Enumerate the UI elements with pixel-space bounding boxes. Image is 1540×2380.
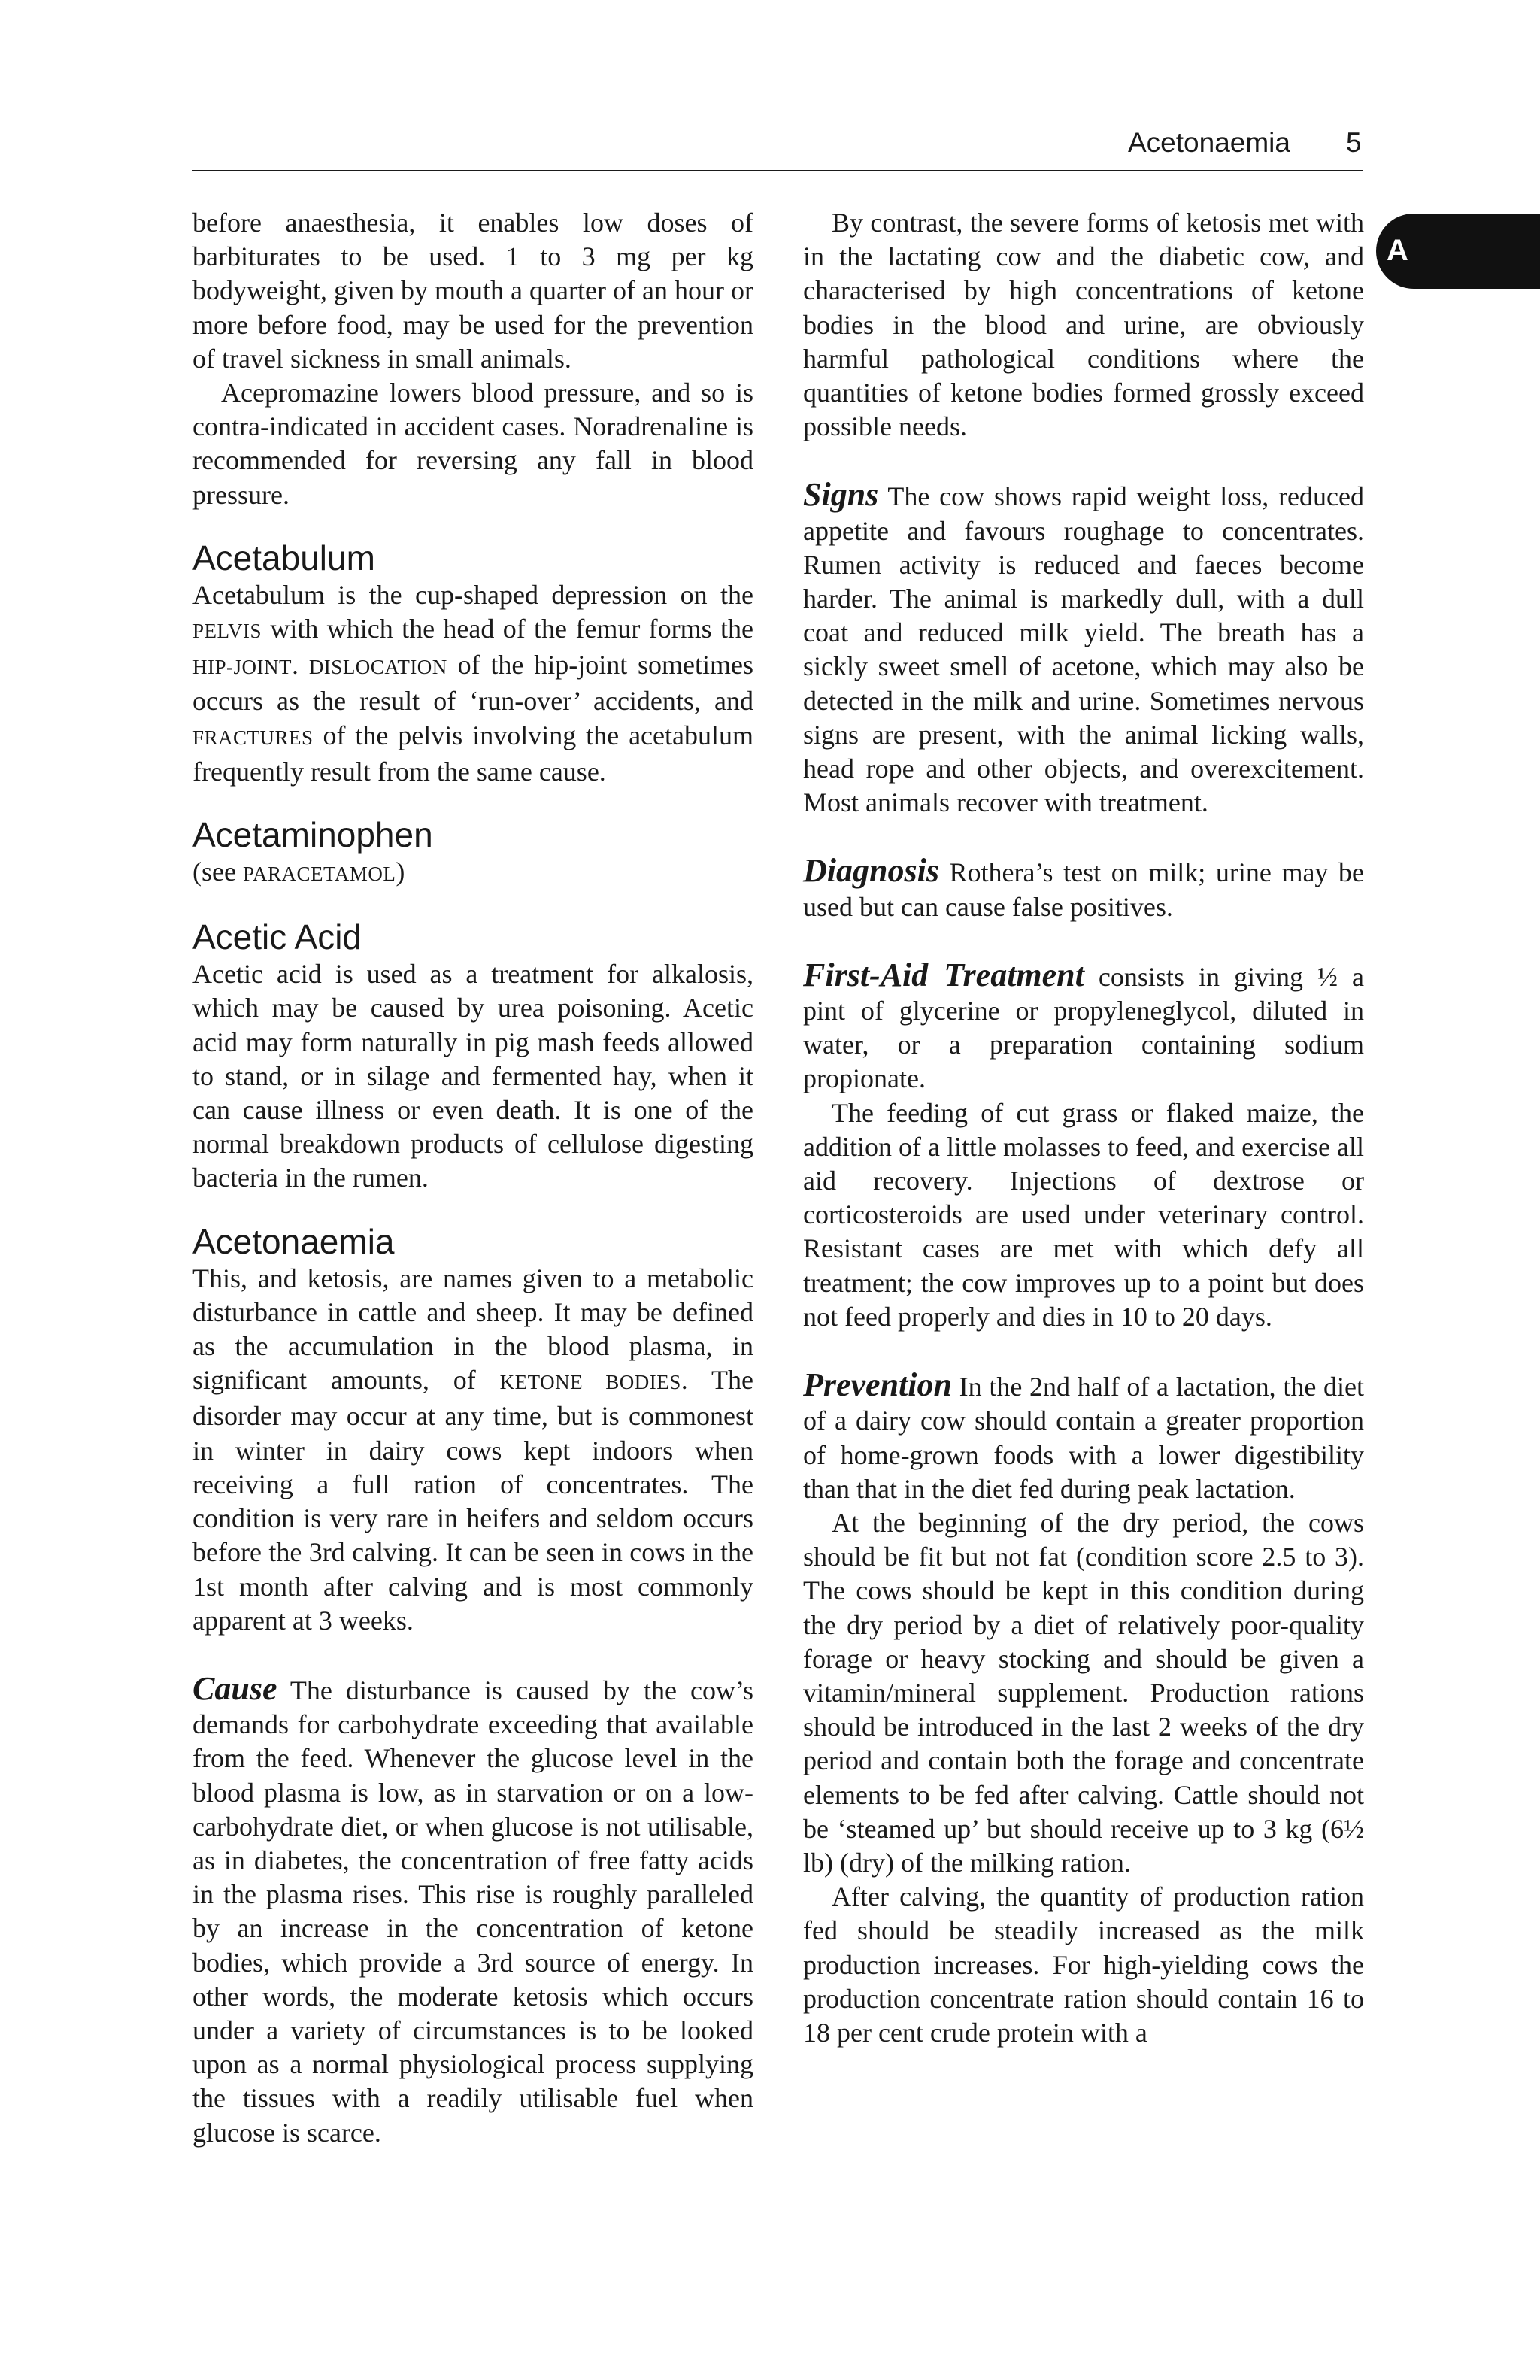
body-text: . The disorder may occur at any time, but is commonest in winter in dairy cows kept indoors when receiving a full ration of concentrates. The condition is very rare in heifers and seldom occurs before the 3rd calving. It can be seen in cows in the 1st month after calving and is most commonly apparent at 3 weeks. xyxy=(192,1365,753,1636)
body-text: consists in giving ½ a pint of glycerine or propyleneglycol, diluted in water, or a preparation containing sodium propionate. xyxy=(803,961,1365,1094)
body-text: Rothera’s test on milk; urine may be used but can cause false positives. xyxy=(803,857,1364,922)
thumb-index-letter: A xyxy=(1387,234,1408,267)
after-calving-paragraph: After calving, the quantity of production ration fed should be steadily increased as the milk production increases. For high-yielding cows the production concentrate ration should contain 16 to 18 per cent crude protein with a xyxy=(803,1881,1364,2048)
cause-paragraph xyxy=(192,1669,753,2150)
page-number: 5 xyxy=(1346,127,1362,158)
acetic-acid-body: Acetic acid is used as a treatment for alkalosis, which may be caused by urea poisoning. Acetic acid may form naturally in pig mash feeds allowed to stand, or in silage and fermented hay, when it can cause illness or even death. It is one of the normal breakdown products of cellulose digesting bacteria in the rumen. xyxy=(192,959,753,1193)
feeding-paragraph: The feeding of cut grass or flaked maize, the addition of a little molasses to feed, and exercise all aid recovery. Injections of dextrose or corticosteroids are used under veterinary control. Resistant cases are met with which defy all treatment; the cow improves up to a point but does not feed properly and dies in 10 to 20 days. xyxy=(803,1097,1364,1332)
left-column xyxy=(192,206,753,2150)
subheading-first-aid: First-Aid Treatment xyxy=(803,956,1084,993)
body-text: This, and ketosis, are names given to a metabolic disturbance in cattle and sheep. It may be defined as the accumulation in the blood plasma, in significant amounts, of xyxy=(192,1263,753,1396)
first-aid-paragraph xyxy=(803,958,1364,1096)
right-column xyxy=(803,206,1364,2050)
acetabulum-body xyxy=(192,578,753,789)
diagnosis-paragraph xyxy=(803,853,1364,923)
signs-paragraph xyxy=(803,478,1364,820)
body-text: of the pelvis involving the acetabulum frequently result from the same cause. xyxy=(192,720,753,787)
body-text: . xyxy=(292,650,309,681)
acetonaemia-body xyxy=(192,1262,753,1638)
cross-reference: PARACETAMOL xyxy=(242,863,396,886)
cross-reference: DISLOCATION xyxy=(308,656,447,679)
subheading-prevention: Prevention xyxy=(803,1366,952,1404)
see-reference xyxy=(192,855,753,891)
running-title: Acetonaemia xyxy=(1128,127,1290,158)
entry-heading-acetabulum: Acetabulum xyxy=(192,538,375,578)
body-text: ) xyxy=(396,856,405,887)
intro-paragraph: before anaesthesia, it enables low doses of barbiturates to be used. 1 to 3 mg per kg bodyweight, given by mouth a quarter of an hour or more before food, may be used for the prevention of travel sickness in small animals. xyxy=(192,208,753,374)
prevention-paragraph xyxy=(803,1368,1364,1506)
subheading-diagnosis: Diagnosis xyxy=(803,852,939,890)
body-text: of the hip-joint sometimes occurs as the result of ‘run-over’ accidents, and xyxy=(192,650,753,717)
body-text: (see xyxy=(192,856,243,887)
cross-reference: PELVIS xyxy=(192,620,262,643)
body-text: In the 2nd half of a lactation, the diet of a dairy cow should contain a greater proportion of home-grown foods with a lower digestibility than that in the diet fed during peak lactation. xyxy=(803,1372,1364,1504)
body-text: The cow shows rapid weight loss, reduced appetite and favours roughage to concentrates. Rumen activity is reduced and faeces become harder. The animal is markedly dull, with a dull coat and reduced milk yield. The breath has a sickly sweet smell of acetone, which may also be detected in the milk and urine. Sometimes nervous signs are present, with the animal licking walls, head rope and other objects, and overexcitement. Most animals recover with treatment. xyxy=(803,481,1364,818)
body-text: with which the head of the femur forms the xyxy=(262,614,753,644)
cross-reference: HIP-JOINT xyxy=(192,656,292,679)
cross-reference: KETONE BODIES xyxy=(499,1371,681,1394)
subheading-cause: Cause xyxy=(192,1669,277,1707)
entry-heading-acetaminophen: Acetaminophen xyxy=(192,815,433,855)
subheading-signs: Signs xyxy=(803,476,879,514)
entry-heading-acetonaemia: Acetonaemia xyxy=(192,1221,395,1261)
body-text: The disturbance is caused by the cow’s demands for carbohydrate exceeding that available from the feed. Whenever the glucose level in the blood plasma is low, as in starvation or on a low-carbohydrate diet, or when glucose is not utilisable, as in diabetes, the concentration of free fatty acids in the plasma rises. This rise is roughly paralleled by an increase in the concentration of ketone bodies, which provide a 3rd source of energy. In other words, the moderate ketosis which occurs under a variety of circumstances is to be looked upon as a normal physiological process supplying the tissues with a readily utilisable fuel when glucose is scarce. xyxy=(192,1675,753,2148)
intro-paragraph: Acepromazine lowers blood pressure, and so is contra-indicated in accident cases. Noradrenaline is recommended for reversing any fall in blood pressure. xyxy=(192,377,753,510)
header-rule xyxy=(192,170,1363,171)
entry-heading-acetic-acid: Acetic Acid xyxy=(192,917,362,957)
cross-reference: FRACTURES xyxy=(192,726,314,749)
contrast-paragraph: By contrast, the severe forms of ketosis met with in the lactating cow and the diabetic cow, and characterised by high concentrations of ketone bodies in the blood and urine, are obviously harmful pathological conditions where the quantities of ketone bodies formed grossly exceed possible needs. xyxy=(803,208,1364,442)
dry-period-paragraph: At the beginning of the dry period, the cows should be fit but not fat (condition score 2.5 to 3). The cows should be kept in this condition during the dry period by a diet of relatively poor-quality forage or heavy stocking and should be given a vitamin/mineral supplement. Production rations should be introduced in the last 2 weeks of the dry period and contain both the forage and concentrate elements to be fed after calving. Cattle should not be ‘steamed up’ but should receive up to 3 kg (6½ lb) (dry) of the milking ration. xyxy=(803,1507,1364,1878)
body-text: Acetabulum is the cup-shaped depression on the xyxy=(192,579,753,610)
